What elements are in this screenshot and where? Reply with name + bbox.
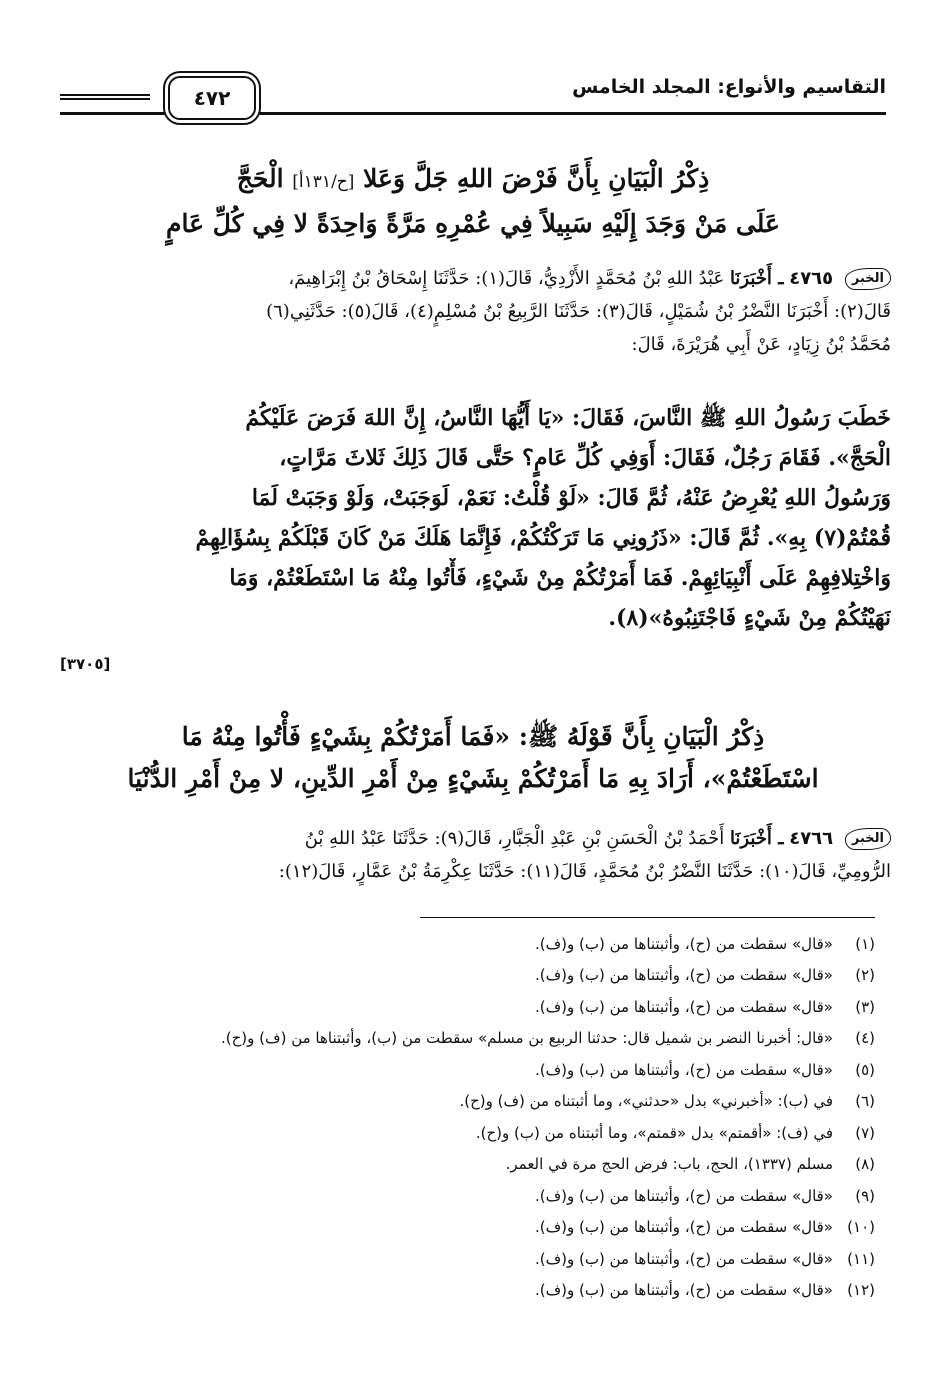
matn-line: خَطَبَ رَسُولُ اللهِ ﷺ النَّاسَ، فَقَالَ: «يَا أَيُّهَا النَّاسُ، إِنَّ اللهَ فَرَضَ عَلَيْكُمُ (245, 405, 891, 431)
footnote: (٦) في (ب): «أخبرني» بدل «حدثني»، وما أثبتناه من (ف) و(ح). (459, 1092, 875, 1111)
footnote: (١١) «قال» سقطت من (ح)، وأثبتناها من (ب) و(ف). (534, 1249, 875, 1268)
heading-line: اسْتَطَعْتُمْ»، أَرَادَ بِهِ مَا أَمَرْتُكُمْ بِشَيْءٍ مِنْ أَمْرِ الدِّينِ، لا مِنْ أَمْرِ الدُّنْيَا (127, 764, 819, 793)
matn-line: وَرَسُولُ اللهِ يُعْرِضُ عَنْهُ، ثُمَّ قَالَ: «لَوْ قُلْتُ: نَعَمْ، لَوَجَبَتْ، وَلَوْ وَجَبَتْ لَمَا (251, 485, 891, 511)
heading-line: ذِكْرُ الْبَيَانِ بِأَنَّ فَرْضَ اللهِ جَلَّ وَعَلا [ح/١٣١أ] الْحَجَّ (236, 164, 710, 193)
section-heading-1 (55, 158, 891, 245)
footnote: (٨) مسلم (١٣٣٧)، الحج، باب: فرض الحج مرة في العمر. (505, 1155, 875, 1174)
akhbarana: ـ أَخْبَرَنَا (729, 828, 784, 849)
cross-reference: [٣٧٠٥] (60, 655, 111, 673)
section-heading-2 (55, 716, 891, 800)
heading-line: ذِكْرُ الْبَيَانِ بِأَنَّ قَوْلَهُ ﷺ: «فَمَا أَمَرْتُكُمْ بِشَيْءٍ فَأْتُوا مِنْهُ مَا (181, 722, 765, 751)
matn-line: نَهَيْتُكُمْ مِنْ شَيْءٍ فَاجْتَنِبُوهُ»(٨). (608, 605, 891, 631)
header-rule-left (60, 94, 150, 100)
isnad-block-1 (55, 262, 891, 361)
footnote: (٥) «قال» سقطت من (ح)، وأثبتناها من (ب) و(ف). (534, 1060, 875, 1079)
matn-line: الْحَجَّ». فَقَامَ رَجُلٌ، فَقَالَ: أَوَفِي كُلِّ عَامٍ؟ حَتَّى قَالَ ذَلِكَ ثَلاثَ مَرَّاتٍ، (279, 445, 891, 471)
footnote: (٢) «قال» سقطت من (ح)، وأثبتناها من (ب) و(ف). (534, 966, 875, 985)
hadith-ornament-icon: الخبر (845, 828, 891, 850)
footnote: (٧) في (ف): «أقمتم» بدل «قمتم»، وما أثبتناه من (ب) و(ح). (475, 1123, 875, 1142)
footnote: (١٠) «قال» سقطت من (ح)، وأثبتناها من (ب) و(ف). (534, 1218, 875, 1237)
matn-block-1 (55, 398, 891, 638)
hadith-number: ٤٧٦٥ (789, 268, 834, 289)
isnad-line: الخبر ٤٧٦٦ ـ أَخْبَرَنَا أَحْمَدُ بْنُ الْحَسَنِ بْنِ عَبْدِ الْجَبَّارِ، قَالَ(٩): حَدَّثَنَا عَبْدُ اللهِ بْنُ (55, 822, 891, 855)
isnad-line: قَالَ(٢): أَخْبَرَنَا النَّضْرُ بْنُ شُمَيْلٍ، قَالَ(٣): حَدَّثَنَا الرَّبِيعُ بْنُ مُسْلِمٍ(٤)، قَالَ(٥): حَدَّثَنِي(٦) (266, 301, 891, 322)
isnad-line: الرُّومِيِّ، قَالَ(١٠): حَدَّثَنَا النَّضْرُ بْنُ مُحَمَّدٍ، قَالَ(١١): حَدَّثَنَا عِكْرِمَةُ بْنُ عَمَّارٍ، قَالَ(١٢): (278, 861, 891, 882)
footnote: (١٢) «قال» سقطت من (ح)، وأثبتناها من (ب) و(ف). (534, 1281, 875, 1300)
footnote: (١) «قال» سقطت من (ح)، وأثبتناها من (ب) و(ف). (534, 934, 875, 953)
matn-line: وَاخْتِلافِهِمْ عَلَى أَنْبِيَائِهِمْ. فَمَا أَمَرْتُكُمْ مِنْ شَيْءٍ، فَأْتُوا مِنْهُ مَا اسْتَطَعْتُمْ، وَمَا (229, 565, 891, 591)
footnotes (60, 928, 875, 1306)
footnote: (٤) «قال: أخبرنا النضر بن شميل قال: حدثنا الربيع بن مسلم» سقطت من (ب)، وأثبتناها من (ف) و(ح). (221, 1029, 875, 1048)
page-header (60, 70, 886, 122)
footnote: (٣) «قال» سقطت من (ح)، وأثبتناها من (ب) و(ف). (534, 997, 875, 1016)
akhbarana: ـ أَخْبَرَنَا (729, 268, 784, 289)
manuscript-ref: [ح/١٣١أ] (292, 172, 355, 192)
isnad-line: الخبر ٤٧٦٥ ـ أَخْبَرَنَا عَبْدُ اللهِ بْنُ مُحَمَّدٍ الأَزْدِيُّ، قَالَ(١): حَدَّثَنَا إِسْحَاقُ بْنُ إِبْرَاهِيمَ، (55, 262, 891, 295)
footnote: (٩) «قال» سقطت من (ح)، وأثبتناها من (ب) و(ف). (534, 1186, 875, 1205)
isnad-line: مُحَمَّدُ بْنُ زِيَادٍ، عَنْ أَبِي هُرَيْرَةَ، قَالَ: (631, 334, 891, 355)
page-number: ٤٧٢ (168, 76, 256, 120)
matn-line: قُمْتُمْ(٧) بِهِ». ثُمَّ قَالَ: «ذَرُونِي مَا تَرَكْتُكُمْ، فَإِنَّمَا هَلَكَ مَنْ كَانَ قَبْلَكُمْ بِسُؤَالِهِمْ (195, 525, 891, 551)
footnote-separator (420, 917, 875, 918)
heading-line: عَلَى مَنْ وَجَدَ إِلَيْهِ سَبِيلاً فِي عُمْرِهِ مَرَّةً وَاحِدَةً لا فِي كُلِّ عَامٍ (166, 209, 780, 238)
hadith-number: ٤٧٦٦ (789, 828, 834, 849)
isnad-block-2 (55, 822, 891, 888)
running-title: التقاسيم والأنواع: المجلد الخامس (572, 76, 886, 98)
hadith-ornament-icon: الخبر (845, 268, 891, 290)
